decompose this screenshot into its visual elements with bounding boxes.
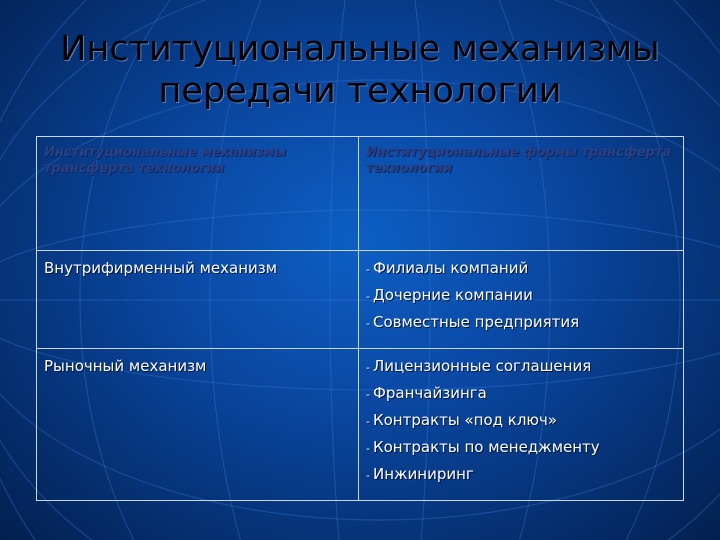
list-item: - Франчайзинга	[366, 384, 487, 402]
list-item: - Инжиниринг	[366, 465, 474, 483]
mechanism-label: Рыночный механизм	[44, 357, 207, 375]
table-row-2-forms	[359, 349, 684, 501]
table-row-2-mechanism	[37, 349, 359, 501]
header-cell-mechanisms	[37, 137, 359, 251]
mechanisms-table	[36, 136, 684, 501]
header-mechanisms: Институциональные механизмы трансферта технологии	[44, 145, 287, 176]
table-row-1-forms	[359, 251, 684, 349]
list-item: - Совместные предприятия	[366, 313, 580, 331]
list-item: - Филиалы компаний	[366, 259, 529, 277]
list-item: - Контракты «под ключ»	[366, 411, 558, 429]
list-item: - Дочерние компании	[366, 286, 533, 304]
header-forms: Институциональные формы трансферта технологии	[366, 145, 672, 176]
slide-title: Институциональные механизмы передачи технологии	[60, 29, 660, 111]
table-row-1-mechanism	[37, 251, 359, 349]
list-item: - Контракты по менеджменту	[366, 438, 600, 456]
list-item: - Лицензионные соглашения	[366, 357, 592, 375]
header-cell-forms	[359, 137, 684, 251]
mechanism-label: Внутрифирменный механизм	[44, 259, 278, 277]
